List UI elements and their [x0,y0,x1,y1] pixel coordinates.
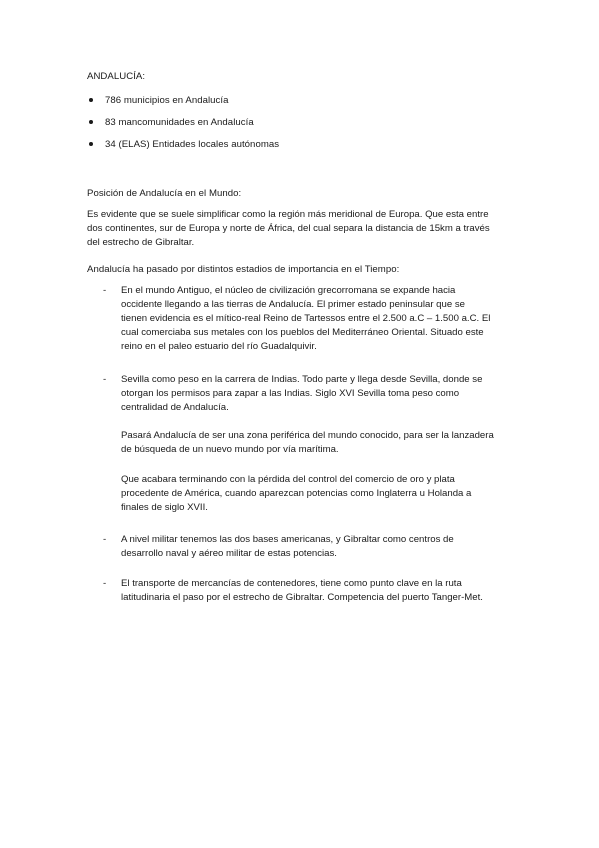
list-item-line: centralidad de Andalucía. [121,402,229,413]
intro-line: dos continentes, sur de Europa y norte de África, del cual separa la distancia de 15km a través [87,223,490,234]
bullet-icon [89,120,93,124]
list-item-2-sub-2 [121,473,471,515]
list-item-line: El transporte de mercancías de contenedores, tiene como punto clave en la ruta [121,578,462,589]
bullet-icon [89,98,93,102]
dash-marker: - [103,578,107,589]
intro-line: del estrecho de Gibraltar. [87,237,195,248]
list-item-line: A nivel militar tenemos las dos bases americanas, y Gibraltar como centros de [121,534,454,545]
bullet-item-1: 786 municipios en Andalucía [105,95,229,106]
list-item-3 [121,533,454,561]
list-item-line: procedente de América, cuando aparezcan potencias como Inglaterra u Holanda a [121,488,472,499]
bullet-item-2: 83 mancomunidades en Andalucía [105,117,254,128]
dash-marker: - [103,374,107,385]
list-item-2-sub-1 [121,429,494,457]
list-item-1 [121,284,490,354]
list-item-line: desarrollo naval y aéreo militar de estas potencias. [121,548,337,559]
document-heading: ANDALUCÍA: [87,71,146,82]
intro-line: Es evidente que se suele simplificar como la región más meridional de Europa. Que esta entre [87,209,489,220]
list-item-line: tienen evidencia es el mítico-real Reino de Tartessos entre el 2.500 a.C – 1.500 a.C. El [121,313,491,324]
list-item-line: latitudinaria el paso por el estrecho de Gibraltar. Competencia del puerto Tanger-Met. [121,592,483,603]
list-item-line: otorgan los permisos para zapar a las Indias. Siglo XVI Sevilla toma peso como [121,388,460,399]
list-item-2 [121,373,482,415]
list-item-line: cual comerciaba sus metales con los pueblos del Mediterráneo Oriental. Situado este [121,327,484,338]
stages-intro: Andalucía ha pasado por distintos estadios de importancia en el Tiempo: [87,264,400,275]
list-item-line: En el mundo Antiguo, el núcleo de civilización grecorromana se expande hacia [121,285,456,296]
list-item-line: occidente llegando a las tierras de Andalucía. El primer estado peninsular que se [121,299,465,310]
bullet-item-3: 34 (ELAS) Entidades locales autónomas [105,139,280,150]
list-item-line: Que acabara terminando con la pérdida del control del comercio de oro y plata [121,474,455,485]
list-item-line: Pasará Andalucía de ser una zona periférica del mundo conocido, para ser la lanzadera [121,430,494,441]
intro-paragraph [87,208,490,250]
list-item-line: Sevilla como peso en la carrera de Indias. Todo parte y llega desde Sevilla, donde se [121,374,483,385]
list-item-line: reino en el paleo estuario del río Guadalquivir. [121,341,317,352]
list-item-line: de búsqueda de un nuevo mundo por vía marítima. [121,444,339,455]
bullet-icon [89,142,93,146]
list-item-line: finales de siglo XVII. [121,502,208,513]
dash-marker: - [103,285,107,296]
dash-marker: - [103,534,107,545]
list-item-4 [121,577,483,605]
section-title: Posición de Andalucía en el Mundo: [87,188,242,199]
